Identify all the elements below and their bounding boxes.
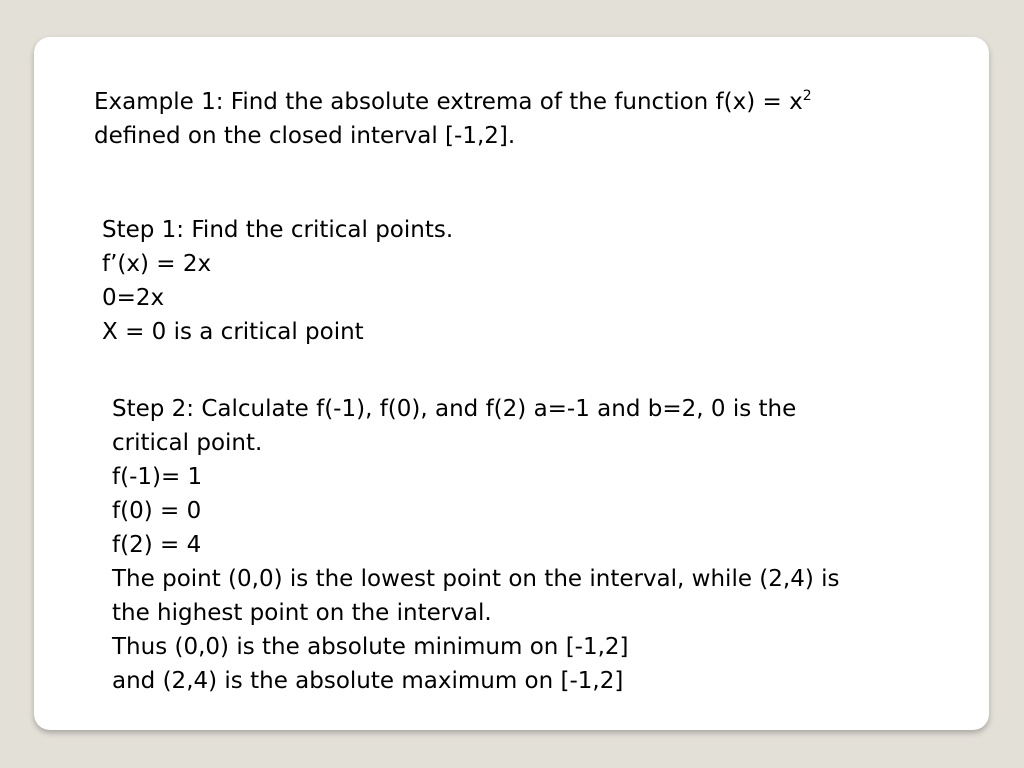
step-1-block (102, 213, 453, 349)
step-2-line: f(-1)= 1 (112, 464, 203, 490)
step-2-line: The point (0,0) is the lowest point on the interval, while (2,4) is (112, 566, 840, 592)
step-2-conclusion-line: Thus (0,0) is the absolute minimum on [-1,2] (112, 634, 629, 660)
step-2-line: critical point. (112, 430, 263, 456)
step-2-block (112, 392, 840, 698)
example-statement (94, 85, 812, 153)
step-1-line: 0=2x (102, 285, 165, 311)
step-2-line: the highest point on the interval. (112, 600, 492, 626)
step-2-conclusion-line: and (2,4) is the absolute maximum on [-1,2] (112, 668, 624, 694)
step-1-heading: Step 1: Find the critical points. (102, 217, 454, 243)
example-line-1-text: Example 1: Find the absolute extrema of the function f(x) = x (94, 89, 803, 115)
example-line-2: defined on the closed interval [-1,2]. (94, 123, 516, 149)
example-line-1 (94, 85, 812, 119)
slide-card (34, 37, 989, 730)
step-1-line: f’(x) = 2x (102, 251, 212, 277)
exponent-superscript: 2 (802, 88, 812, 104)
step-2-line: f(0) = 0 (112, 498, 202, 524)
step-2-heading: Step 2: Calculate f(-1), f(0), and f(2) a=-1 and b=2, 0 is the (112, 396, 797, 422)
step-1-line: X = 0 is a critical point (102, 319, 364, 345)
step-2-line: f(2) = 4 (112, 532, 202, 558)
